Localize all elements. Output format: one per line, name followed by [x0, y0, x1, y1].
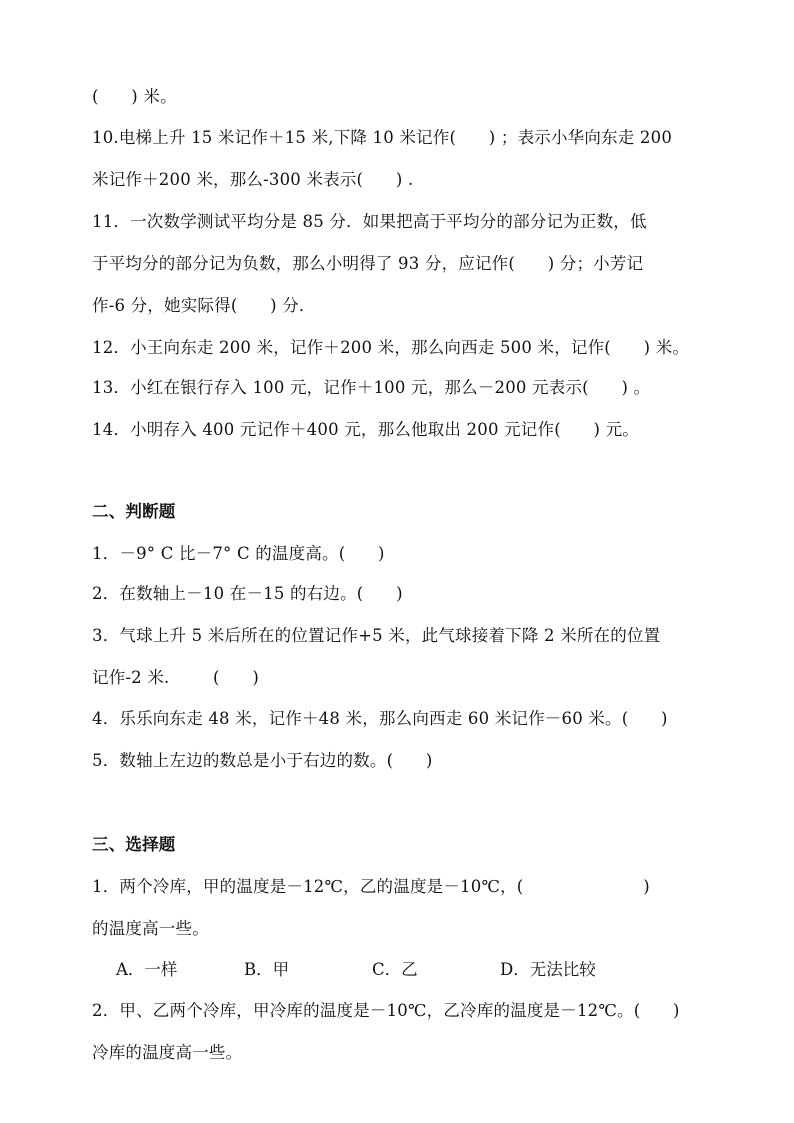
choice-1-line-1: 1．两个冷库，甲的温度是－12℃，乙的温度是－10℃，( ) — [92, 877, 650, 896]
judge-1: 1．－9° C 比－7° C 的温度高。( ) — [92, 544, 385, 563]
q14-line: 14．小明存入 400 元记作＋400 元，那么他取出 200 元记作( ) 元。 — [92, 420, 639, 439]
q13-line: 13．小红在银行存入 100 元，记作＋100 元，那么－200 元表示( ) 。 — [92, 378, 651, 397]
q9-continuation: ( ) 米。 — [92, 87, 177, 106]
q11-line-2: 于平均分的部分记为负数，那么小明得了 93 分，应记作( ) 分；小芳记 — [92, 254, 644, 273]
section3-heading: 三、选择题 — [92, 835, 176, 854]
judge-3-line-1: 3．气球上升 5 米后所在的位置记作+5 米，此气球接着下降 2 米所在的位置 — [92, 626, 661, 645]
choice-2-line-1: 2．甲、乙两个冷库，甲冷库的温度是－10℃，乙冷库的温度是－12℃。( ) — [92, 1001, 680, 1020]
choice-1-line-2: 的温度高一些。 — [92, 919, 209, 938]
choice-1-option-a: A．一样 — [116, 960, 178, 979]
judge-4: 4．乐乐向东走 48 米，记作＋48 米，那么向西走 60 米记作－60 米。( ) — [92, 709, 668, 728]
judge-3-line-2: 记作-2 米. ( ) — [92, 668, 259, 687]
judge-2: 2．在数轴上－10 在－15 的右边。( ) — [92, 584, 403, 603]
q12-line: 12．小王向东走 200 米，记作＋200 米，那么向西走 500 米，记作( ) 米。 — [92, 338, 690, 357]
choice-1-option-d: D．无法比较 — [500, 960, 596, 979]
q11-line-3: 作-6 分，她实际得( ) 分． — [92, 296, 316, 315]
choice-1-option-b: B．甲 — [244, 960, 290, 979]
choice-1-option-c: C．乙 — [372, 960, 418, 979]
q11-line-1: 11．一次数学测试平均分是 85 分．如果把高于平均分的部分记为正数，低 — [92, 212, 647, 231]
section2-heading: 二、判断题 — [92, 502, 176, 521]
choice-2-line-2: 冷库的温度高一些。 — [92, 1043, 243, 1062]
q10-line-1: 10.电梯上升 15 米记作＋15 米,下降 10 米记作( ) ；表示小华向东走 200 — [92, 128, 673, 147]
q10-line-2: 米记作＋200 米，那么-300 米表示( ) . — [92, 170, 414, 189]
judge-5: 5．数轴上左边的数总是小于右边的数。( ) — [92, 751, 433, 770]
